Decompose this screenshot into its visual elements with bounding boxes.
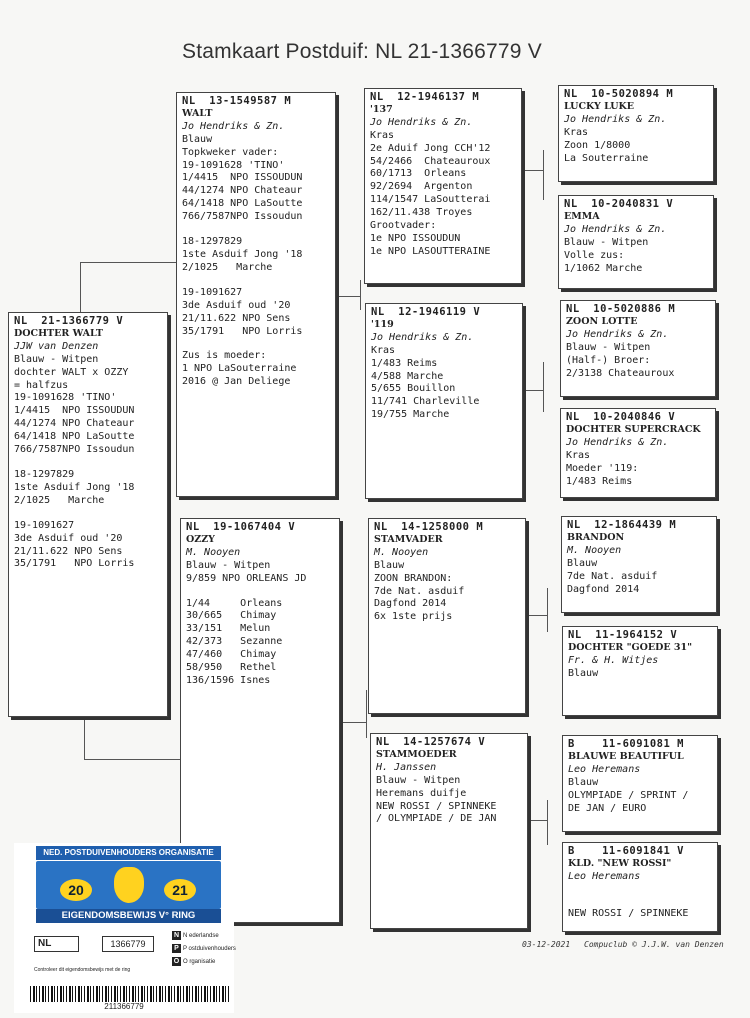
- card-line: 136/1596 Isnes: [186, 674, 271, 686]
- footer-date: 03-12-2021: [522, 940, 571, 949]
- card-line: 766/7587NPO Issoudun: [182, 211, 303, 223]
- npo-text-1: N ederlandse: [183, 933, 219, 939]
- card-bird-name: ZOON LOTTE: [566, 315, 638, 327]
- card-line: 6x 1ste prijs: [374, 611, 453, 623]
- card-breeder: Jo Hendriks & Zn.: [182, 120, 285, 132]
- card-line: (Half-) Broer:: [566, 354, 651, 366]
- card-line: NEW ROSSI / SPINNEKE: [376, 800, 497, 812]
- lion-crest-icon: [114, 867, 144, 903]
- card-line: 5/655 Bouillon: [371, 383, 456, 395]
- card-breeder: Jo Hendriks & Zn.: [564, 223, 667, 235]
- connector-line: [360, 280, 361, 310]
- card-line: 7de Nat. asduif: [374, 585, 465, 597]
- card-line: 1ste Asduif Jong '18: [14, 481, 135, 493]
- card-ring-header: NL 10-2040831 V: [564, 198, 674, 210]
- card-line: 1/483 Reims: [371, 357, 438, 369]
- card-line: 7de Nat. asduif: [567, 570, 658, 582]
- npo-line-3: O O rganisatie: [173, 958, 216, 965]
- card-ring-header: NL 21-1366779 V: [14, 315, 124, 327]
- card-line: 21/11.622 NPO Sens: [14, 545, 123, 557]
- card-breeder: Jo Hendriks & Zn.: [566, 328, 669, 340]
- card-breeder: Jo Hendriks & Zn.: [371, 331, 474, 343]
- card-ring-header: NL 10-5020886 M: [566, 303, 676, 315]
- connector-line: [366, 690, 367, 738]
- page-title: Stamkaart Postduif: NL 21-1366779 V: [182, 40, 542, 63]
- card-line: 2/1025 Marche: [182, 261, 273, 273]
- card-line: 30/665 Chimay: [186, 610, 277, 622]
- card-breeder: JJW van Denzen: [14, 340, 99, 352]
- pedigree-card-subject: [8, 312, 168, 717]
- connector-line: [543, 150, 544, 200]
- card-line: Blauw: [374, 559, 405, 571]
- barcode-text: 211366779: [104, 1002, 144, 1011]
- pedigree-card-fmm: [560, 408, 716, 498]
- pedigree-card-mfm: [562, 626, 718, 716]
- card-line: La Souterraine: [564, 152, 649, 164]
- card-line: Zoon 1/8000: [564, 139, 631, 151]
- card-breeder: Jo Hendriks & Zn.: [564, 113, 667, 125]
- card-line: Heremans duifje: [376, 787, 467, 799]
- card-line: 2016 @ Jan Deliege: [182, 376, 291, 388]
- card-line: 60/1713 Orleans: [370, 168, 467, 180]
- pedigree-card-fm: [365, 303, 523, 499]
- card-spacer: [568, 896, 712, 908]
- card-line: 44/1274 NPO Chateaur: [14, 418, 135, 430]
- card-bird-name: STAMVADER: [374, 533, 443, 545]
- card-ring-header: NL 11-1964152 V: [568, 629, 678, 641]
- card-line: Kras: [371, 344, 396, 356]
- card-line: 766/7587NPO Issoudun: [14, 444, 135, 456]
- card-ring-header: NL 12-1946137 M: [370, 91, 480, 103]
- card-line: 1 NPO LaSouterraine: [182, 363, 297, 375]
- card-line: 35/1791 NPO Lorris: [14, 558, 135, 570]
- pedigree-card-ff: [364, 88, 522, 284]
- card-bird-name: DOCHTER WALT: [14, 327, 103, 339]
- card-line: ZOON BRANDON:: [374, 572, 453, 584]
- pedigree-card-ffm: [558, 195, 714, 289]
- card-line: 92/2694 Argenton: [370, 181, 473, 193]
- card-bird-name: OZZY: [186, 533, 215, 545]
- card-spacer: [14, 457, 162, 469]
- card-line: dochter WALT x OZZY: [14, 366, 129, 378]
- card-line: / OLYMPIADE / DE JAN: [376, 813, 497, 825]
- pedigree-card-fmf: [560, 300, 716, 397]
- card-line: 64/1418 NPO LaSoutte: [14, 431, 135, 443]
- card-line: 1/4415 NPO ISSOUDUN: [14, 405, 135, 417]
- card-line: Blauw: [568, 667, 599, 679]
- connector-line: [523, 170, 543, 171]
- card-line: Kras: [566, 449, 591, 461]
- card-line: 1e NPO LASOUTTERAINE: [370, 245, 491, 257]
- card-line: OLYMPIADE / SPRINT /: [568, 789, 689, 801]
- connector-line: [80, 262, 81, 312]
- card-line: 1/4415 NPO ISSOUDUN: [182, 172, 303, 184]
- card-line: Dagfond 2014: [374, 598, 447, 610]
- barcode: [30, 986, 230, 1002]
- connector-line: [527, 820, 547, 821]
- connector-line: [84, 716, 85, 760]
- connector-line: [342, 722, 366, 723]
- card-line: 54/2466 Chateauroux: [370, 155, 491, 167]
- card-line: 35/1791 NPO Lorris: [182, 325, 303, 337]
- card-line: = halfzus: [14, 379, 69, 391]
- card-ring-header: NL 19-1067404 V: [186, 521, 296, 533]
- card-line: Blauw - Witpen: [376, 774, 461, 786]
- card-line: 19-1091627: [182, 286, 243, 298]
- card-breeder: Jo Hendriks & Zn.: [370, 116, 473, 128]
- connector-line: [547, 800, 548, 845]
- card-ring-header: NL 10-5020894 M: [564, 88, 674, 100]
- card-line: 19-1091627: [14, 519, 75, 531]
- card-breeder: M. Nooyen: [567, 544, 622, 556]
- card-line: 1/483 Reims: [566, 475, 633, 487]
- card-line: 2/3138 Chateauroux: [566, 367, 675, 379]
- npo-line-1: N N ederlandse: [173, 932, 219, 939]
- card-bird-name: LUCKY LUKE: [564, 100, 635, 112]
- card-line: 114/1547 LaSoutterai: [370, 194, 491, 206]
- card-line: Blauw: [568, 776, 599, 788]
- card-line: Kras: [370, 129, 395, 141]
- card-spacer: [182, 275, 330, 287]
- pedigree-card-mmm: [562, 842, 718, 932]
- ring-year-left: 20: [60, 879, 92, 901]
- pedigree-card-mff: [561, 516, 717, 613]
- card-bird-name: STAMMOEDER: [376, 748, 457, 760]
- card-bird-name: KLD. "NEW ROSSI": [568, 857, 672, 869]
- card-line: Blauw - Witpen: [564, 236, 649, 248]
- card-line: Grootvader:: [370, 220, 437, 232]
- card-line: 33/151 Melun: [186, 623, 271, 635]
- card-line: 162/11.438 Troyes: [370, 207, 473, 219]
- card-bird-name: BRANDON: [567, 531, 625, 543]
- connector-line: [523, 390, 543, 391]
- card-ring-header: NL 12-1864439 M: [567, 519, 677, 531]
- card-breeder: Jo Hendriks & Zn.: [566, 436, 669, 448]
- card-breeder: H. Janssen: [376, 761, 437, 773]
- card-bird-name: EMMA: [564, 210, 600, 222]
- pedigree-card-fff: [558, 85, 714, 182]
- pedigree-card-mf: [368, 518, 526, 714]
- card-spacer: [182, 224, 330, 236]
- card-line: Dagfond 2014: [567, 583, 640, 595]
- pedigree-card-mmf: [562, 735, 718, 832]
- card-line: 2/1025 Marche: [14, 494, 105, 506]
- card-line: Moeder '119:: [566, 462, 639, 474]
- card-line: 19/755 Marche: [371, 409, 450, 421]
- card-line: Volle zus:: [564, 249, 625, 261]
- card-breeder: Leo Heremans: [568, 870, 641, 882]
- card-line: NEW ROSSI / SPINNEKE: [568, 907, 689, 919]
- ring-check-text: Controleer dit eigendomsbewijs met de ring: [34, 967, 131, 973]
- card-line: 2e Aduif Jong CCH'12: [370, 142, 491, 154]
- ring-title: EIGENDOMSBEWIJS V° RING: [36, 909, 221, 923]
- connector-line: [543, 362, 544, 412]
- card-breeder: M. Nooyen: [374, 546, 429, 558]
- card-breeder: M. Nooyen: [186, 546, 241, 558]
- card-bird-name: DOCHTER SUPERCRACK: [566, 423, 701, 435]
- card-line: Blauw - Witpen: [14, 353, 99, 365]
- card-spacer: [14, 508, 162, 520]
- card-breeder: Leo Heremans: [568, 763, 641, 775]
- card-bird-name: WALT: [182, 107, 213, 119]
- npo-line-2: P P ostduivenhouders: [172, 944, 236, 954]
- card-spacer: [186, 586, 334, 598]
- card-line: 18-1297829: [182, 236, 243, 248]
- card-line: Zus is moeder:: [182, 350, 267, 362]
- card-line: 58/950 Rethel: [186, 662, 277, 674]
- card-line: 19-1091628 'TINO': [14, 392, 117, 404]
- ring-org-name: NED. POSTDUIVENHOUDERS ORGANISATIE: [36, 846, 221, 860]
- ring-certificate: [14, 843, 234, 1013]
- footer-credit: Compuclub © J.J.W. van Denzen: [584, 940, 724, 949]
- card-bird-name: DOCHTER "GOEDE 31": [568, 641, 693, 653]
- card-line: 47/460 Chimay: [186, 649, 277, 661]
- npo-text-3: O rganisatie: [183, 959, 216, 965]
- card-ring-header: NL 14-1258000 M: [374, 521, 484, 533]
- card-line: 42/373 Sezanne: [186, 636, 283, 648]
- card-line: 1e NPO ISSOUDUN: [370, 232, 461, 244]
- card-ring-header: B 11-6091081 M: [568, 738, 684, 750]
- pedigree-card-mm: [370, 733, 528, 929]
- connector-line: [84, 759, 180, 760]
- ring-year-right: 21: [164, 879, 196, 901]
- card-spacer: [182, 338, 330, 350]
- pedigree-card-father: [176, 92, 336, 497]
- card-ring-header: NL 12-1946119 V: [371, 306, 481, 318]
- card-line: 21/11.622 NPO Sens: [182, 312, 291, 324]
- card-ring-header: NL 10-2040846 V: [566, 411, 676, 423]
- card-ring-header: NL 14-1257674 V: [376, 736, 486, 748]
- card-bird-name: '137: [370, 103, 393, 115]
- card-line: Blauw: [567, 557, 598, 569]
- card-line: 18-1297829: [14, 468, 75, 480]
- card-ring-header: B 11-6091841 V: [568, 845, 684, 857]
- connector-line: [547, 588, 548, 632]
- card-bird-name: BLAUWE BEAUTIFUL: [568, 750, 684, 762]
- connector-line: [80, 262, 180, 263]
- card-line: 1/44 Orleans: [186, 597, 283, 609]
- card-line: 1ste Asduif Jong '18: [182, 248, 303, 260]
- card-line: 3de Asduif oud '20: [14, 532, 123, 544]
- card-line: 11/741 Charleville: [371, 396, 480, 408]
- card-line: Topkweker vader:: [182, 146, 279, 158]
- card-breeder: Fr. & H. Witjes: [568, 654, 659, 666]
- card-ring-header: NL 13-1549587 M: [182, 95, 292, 107]
- card-line: 4/588 Marche: [371, 370, 444, 382]
- card-line: 64/1418 NPO LaSoutte: [182, 198, 303, 210]
- npo-text-2: P ostduivenhouders: [183, 946, 236, 952]
- card-line: Blauw - Witpen: [186, 559, 271, 571]
- card-line: 3de Asduif oud '20: [182, 299, 291, 311]
- card-line: Blauw - Witpen: [566, 341, 651, 353]
- card-line: Kras: [564, 126, 589, 138]
- card-spacer: [568, 884, 712, 896]
- card-line: 19-1091628 'TINO': [182, 159, 285, 171]
- card-bird-name: '119: [371, 318, 394, 330]
- card-line: 9/859 NPO ORLEANS JD: [186, 572, 307, 584]
- ring-number: 1366779: [102, 936, 154, 952]
- card-line: DE JAN / EURO: [568, 802, 647, 814]
- ring-country: NL: [34, 936, 79, 952]
- connector-line: [527, 615, 547, 616]
- card-line: Blauw: [182, 133, 213, 145]
- card-line: 1/1062 Marche: [564, 262, 643, 274]
- card-line: 44/1274 NPO Chateaur: [182, 185, 303, 197]
- connector-line: [337, 296, 360, 297]
